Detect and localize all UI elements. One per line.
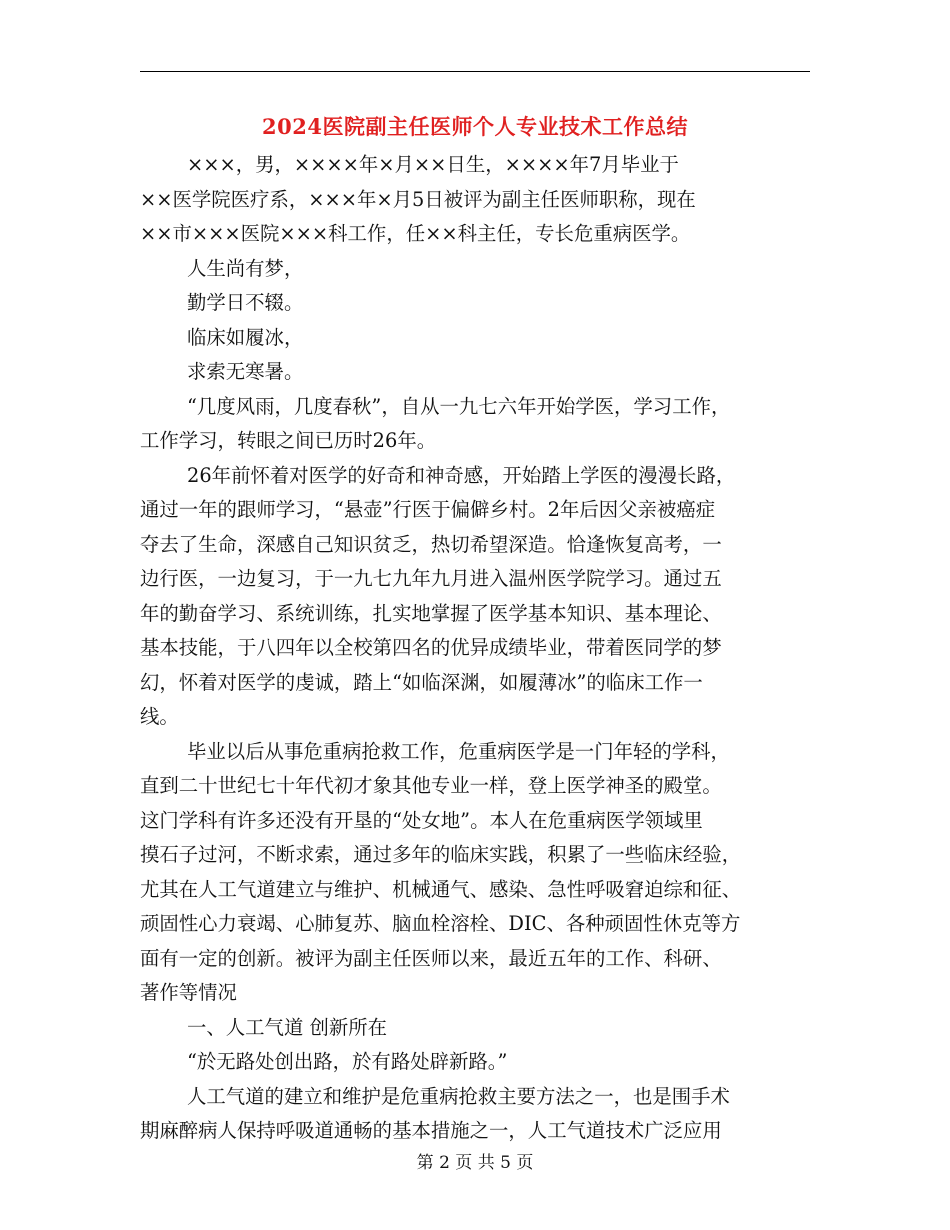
- header-rule: [140, 71, 810, 72]
- document-title: 2024医院副主任医师个人专业技术工作总结: [262, 114, 688, 139]
- body-line: 著作等情况: [140, 981, 237, 1004]
- body-line: “於无路处创出路，於有路处辟新路。”: [187, 1050, 508, 1073]
- body-line: 通过一年的跟师学习，“悬壶”行医于偏僻乡村。2年后因父亲被癌症: [140, 498, 716, 521]
- body-line: 临床如履冰，: [187, 325, 304, 349]
- body-line: 基本技能，于八四年以全校第四名的优异成绩毕业，带着医同学的梦: [140, 636, 722, 659]
- body-line: 夺去了生命，深感自己知识贫乏，热切希望深造。恰逢恢复高考，一: [140, 532, 722, 556]
- body-line: 人工气道的建立和维护是危重病抢救主要方法之一，也是围手术: [187, 1084, 730, 1108]
- body-line: ××市×××医院×××科工作，任××科主任，专长危重病医学。: [140, 222, 691, 245]
- body-line: ××医学院医疗系，×××年×月5日被评为副主任医师职称，现在: [140, 187, 696, 211]
- body-line: 工作学习，转眼之间已历时26年。: [140, 429, 437, 452]
- body-line: 这门学科有许多还没有开垦的“处女地”。本人在危重病医学领域里: [140, 808, 703, 832]
- body-line: 期麻醉病人保持呼吸道通畅的基本措施之一，人工气道技术广泛应用: [140, 1119, 722, 1142]
- body-line: 尤其在人工气道建立与维护、机械通气、感染、急性呼吸窘迫综和征、: [140, 877, 742, 901]
- body-line: 人生尚有梦，: [187, 256, 304, 280]
- body-line: 一、人工气道 创新所在: [187, 1015, 388, 1039]
- document-body: [140, 148, 810, 1149]
- body-line: 勤学日不辍。: [187, 291, 304, 314]
- body-line: 求索无寒暑。: [187, 360, 304, 383]
- body-line: “几度风雨，几度春秋”，自从一九七六年开始学医，学习工作，: [187, 394, 731, 418]
- body-line: ×××，男，××××年×月××日生，××××年7月毕业于: [187, 153, 679, 176]
- body-line: 边行医，一边复习，于一九七九年九月进入温州医学院学习。通过五: [140, 567, 722, 590]
- body-line: 直到二十世纪七十年代初才象其他专业一样，登上医学神圣的殿堂。: [140, 774, 722, 797]
- body-line: 摸石子过河，不断求索，通过多年的临床实践，积累了一些临床经验，: [140, 843, 742, 866]
- body-line: 26年前怀着对医学的好奇和神奇感，开始踏上学医的漫漫长路，: [187, 463, 736, 487]
- body-line: 幻，怀着对医学的虔诚，踏上“如临深渊，如履薄冰”的临床工作一: [140, 670, 703, 694]
- body-line: 毕业以后从事危重病抢救工作，危重病医学是一门年轻的学科，: [187, 739, 730, 763]
- body-line: 线。: [140, 705, 179, 728]
- page-footer: 第 2 页 共 5 页: [416, 1153, 534, 1173]
- body-line: 年的勤奋学习、系统训练，扎实地掌握了医学基本知识、基本理论、: [140, 601, 722, 625]
- body-line: 面有一定的创新。被评为副主任医师以来，最近五年的工作、科研、: [140, 946, 722, 970]
- body-line: 顽固性心力衰竭、心肺复苏、脑血栓溶栓、DIC、各种顽固性休克等方: [140, 912, 741, 935]
